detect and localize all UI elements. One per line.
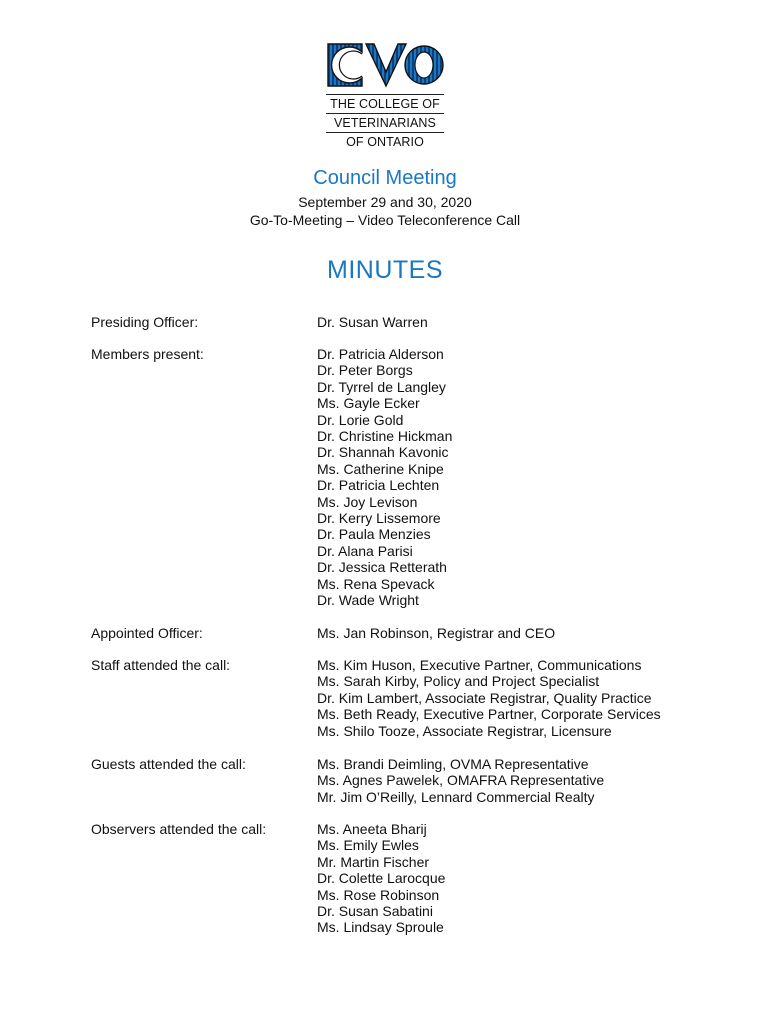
org-name-line: VETERINARIANS xyxy=(326,113,444,132)
org-name-line: THE COLLEGE OF xyxy=(326,94,444,113)
name-list xyxy=(317,625,555,641)
attendee-name: Ms. Emily Ewles xyxy=(317,837,419,854)
attendee-name: Ms. Kim Huson, Executive Partner, Communications xyxy=(317,657,642,673)
attendee-name: Mr. Jim O’Reilly, Lennard Commercial Realty xyxy=(317,788,595,805)
name-list xyxy=(317,821,445,936)
attendee-name: Dr. Shannah Kavonic xyxy=(317,444,449,461)
attendee-name: Ms. Joy Levison xyxy=(317,493,418,510)
attendee-name: Dr. Paula Menzies xyxy=(317,526,431,543)
section-label: Appointed Officer: xyxy=(91,625,203,641)
attendee-name: Dr. Peter Borgs xyxy=(317,362,413,379)
attendee-name: Dr. Christine Hickman xyxy=(317,428,453,445)
attendee-name: Dr. Colette Larocque xyxy=(317,870,446,887)
attendee-name: Dr. Jessica Retterath xyxy=(317,559,447,576)
section-label: Guests attended the call: xyxy=(91,756,246,772)
attendee-name: Mr. Martin Fischer xyxy=(317,853,430,870)
section-label: Presiding Officer: xyxy=(91,314,199,330)
attendee-name: Ms. Catherine Knipe xyxy=(317,460,444,477)
attendee-name: Dr. Lorie Gold xyxy=(317,411,404,428)
org-name xyxy=(326,94,444,151)
cvo-logo xyxy=(326,42,444,152)
attendee-name: Dr. Susan Warren xyxy=(317,314,428,330)
meeting-date: September 29 and 30, 2020 xyxy=(298,194,472,210)
attendee-name: Ms. Rena Spevack xyxy=(317,575,435,592)
attendee-name: Dr. Kerry Lissemore xyxy=(317,510,441,527)
attendee-name: Ms. Jan Robinson, Registrar and CEO xyxy=(317,625,556,641)
attendee-name: Ms. Shilo Tooze, Associate Registrar, Licensure xyxy=(317,722,612,739)
name-list xyxy=(317,346,452,609)
section-label: Observers attended the call: xyxy=(91,821,267,837)
attendee-name: Ms. Gayle Ecker xyxy=(317,395,420,412)
section-label: Members present: xyxy=(91,346,204,362)
attendee-name: Dr. Patricia Alderson xyxy=(317,346,444,362)
document-heading: MINUTES xyxy=(327,256,443,284)
attendee-name: Dr. Tyrrel de Langley xyxy=(317,378,446,395)
meeting-title: Council Meeting xyxy=(313,167,457,189)
section-label: Staff attended the call: xyxy=(91,657,231,673)
name-list xyxy=(317,314,428,330)
name-list xyxy=(317,756,604,805)
attendee-name: Ms. Rose Robinson xyxy=(317,886,440,903)
attendee-name: Ms. Agnes Pawelek, OMAFRA Representative xyxy=(317,772,605,789)
attendee-name: Dr. Kim Lambert, Associate Registrar, Quality Practice xyxy=(317,689,652,706)
attendee-name: Ms. Aneeta Bharij xyxy=(317,821,427,837)
meeting-venue: Go-To-Meeting – Video Teleconference Call xyxy=(249,212,521,228)
attendee-name: Ms. Brandi Deimling, OVMA Representative xyxy=(317,756,589,772)
attendee-name: Ms. Lindsay Sproule xyxy=(317,919,444,936)
attendee-name: Dr. Alana Parisi xyxy=(317,542,413,559)
cvo-logo-mark xyxy=(326,42,444,88)
name-list xyxy=(317,657,661,739)
attendee-name: Dr. Patricia Lechten xyxy=(317,477,440,494)
attendee-name: Dr. Susan Sabatini xyxy=(317,903,433,920)
attendee-name: Ms. Beth Ready, Executive Partner, Corporate Services xyxy=(317,706,661,723)
attendee-name: Dr. Wade Wright xyxy=(317,592,419,609)
attendee-name: Ms. Sarah Kirby, Policy and Project Specialist xyxy=(317,673,600,690)
org-name-line: OF ONTARIO xyxy=(326,132,444,151)
